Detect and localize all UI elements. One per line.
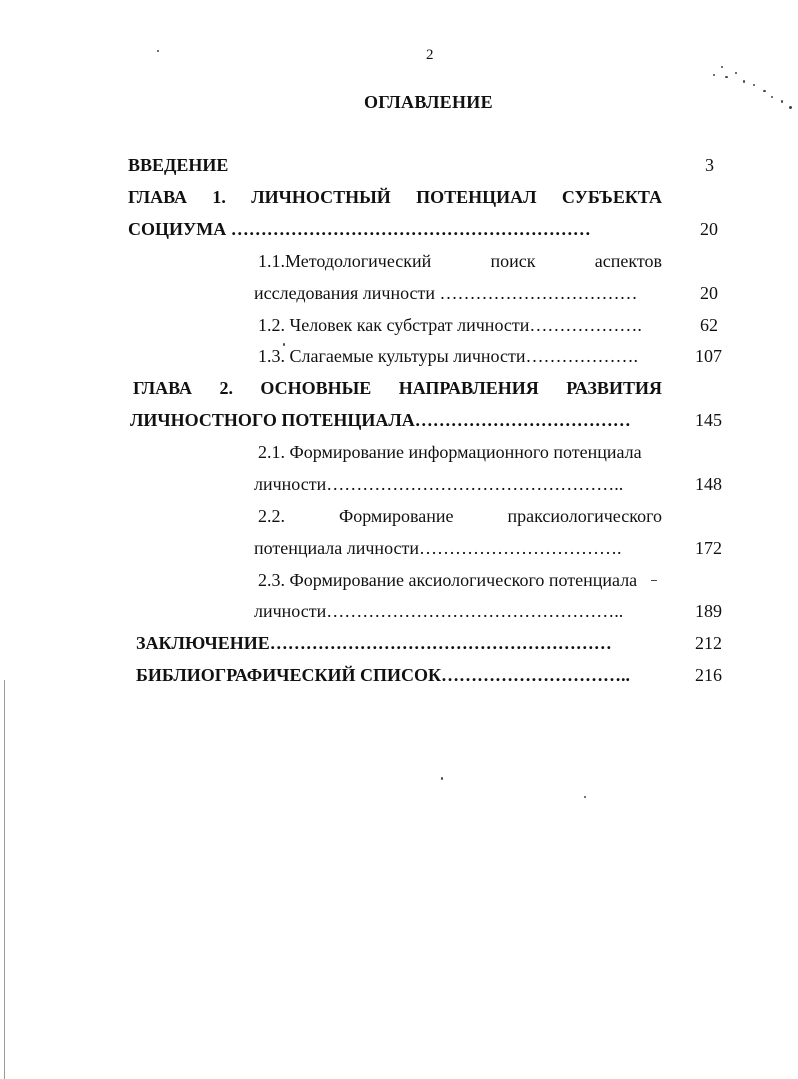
toc-chapter1-line1[interactable] [128,186,662,208]
toc-chapter2-page: 145 [695,410,722,430]
toc-chapter1-page: 20 [700,219,718,239]
toc-s23-line1[interactable]: 2.3. Формирование аксиологического потенциала [258,570,638,590]
toc-s12-page: 62 [700,315,718,335]
toc-s11-word: 1.1.Методологический [258,251,432,271]
toc-chapter1-word: 1. [212,187,226,207]
scan-speck [157,50,159,52]
toc-s22-line1[interactable] [258,505,662,527]
toc-s12-label[interactable]: 1.2. Человек как субстрат личности………………. [258,315,642,335]
toc-s11-line1[interactable] [258,250,662,272]
toc-s21-page: 148 [695,474,722,494]
toc-conclusion-label[interactable]: ЗАКЛЮЧЕНИЕ………………………………………………… [136,633,612,653]
toc-s21-line2[interactable]: личности………………………………………….. [254,474,624,494]
toc-bibliography-page: 216 [695,665,722,685]
toc-conclusion-page: 212 [695,633,722,653]
page-title: ОГЛАВЛЕНИЕ [364,92,493,112]
toc-chapter1-line2[interactable]: СОЦИУМА …………………………………………………… [128,219,591,239]
toc-chapter1-word: ЛИЧНОСТНЫЙ [251,187,391,207]
toc-s22-word: Формирование [338,506,454,526]
toc-s11-word: аспектов [594,251,662,271]
scan-artifact-stamp [705,62,795,112]
toc-s23-page: 189 [695,601,722,621]
scan-speck [651,580,657,581]
toc-s13-page: 107 [695,346,722,366]
toc-s11-page: 20 [700,283,718,303]
toc-chapter2-word: РАЗВИТИЯ [566,378,662,398]
toc-s21-line1[interactable]: 2.1. Формирование информационного потенциала [258,442,642,462]
toc-s22-page: 172 [695,538,722,558]
toc-intro-label[interactable]: ВВЕДЕНИЕ [128,155,229,175]
toc-bibliography-label[interactable]: БИБЛИОГРАФИЧЕСКИЙ СПИСОК………………………….. [136,665,631,685]
toc-s22-word: 2.2. [258,506,285,526]
toc-s11-line2[interactable]: исследования личности …………………………… [254,283,638,303]
toc-chapter1-word: ПОТЕНЦИАЛ [416,187,537,207]
scan-edge-line [4,680,5,1079]
scan-speck [441,777,443,780]
toc-s22-word: праксиологического [507,506,662,526]
toc-chapter2-word: НАПРАВЛЕНИЯ [398,378,539,398]
toc-chapter2-word: ОСНОВНЫЕ [260,378,372,398]
toc-intro-page: 3 [705,155,714,175]
scan-speck [283,343,285,346]
toc-s11-word: поиск [490,251,536,271]
toc-s22-line2[interactable]: потенциала личности……………………………. [254,538,622,558]
toc-chapter2-line2[interactable]: ЛИЧНОСТНОГО ПОТЕНЦИАЛА……………………………… [130,410,631,430]
toc-chapter2-word: 2. [219,378,233,398]
page-number: 2 [426,47,434,63]
scan-speck [584,796,586,798]
toc-s13-label[interactable]: 1.3. Слагаемые культуры личности………………. [258,346,638,366]
toc-chapter2-word: ГЛАВА [133,378,193,398]
toc-chapter2-line1[interactable] [133,377,662,399]
toc-chapter1-word: ГЛАВА [128,187,188,207]
toc-s23-line2[interactable]: личности………………………………………….. [254,601,624,621]
toc-chapter1-word: СУБЪЕКТА [561,187,662,207]
